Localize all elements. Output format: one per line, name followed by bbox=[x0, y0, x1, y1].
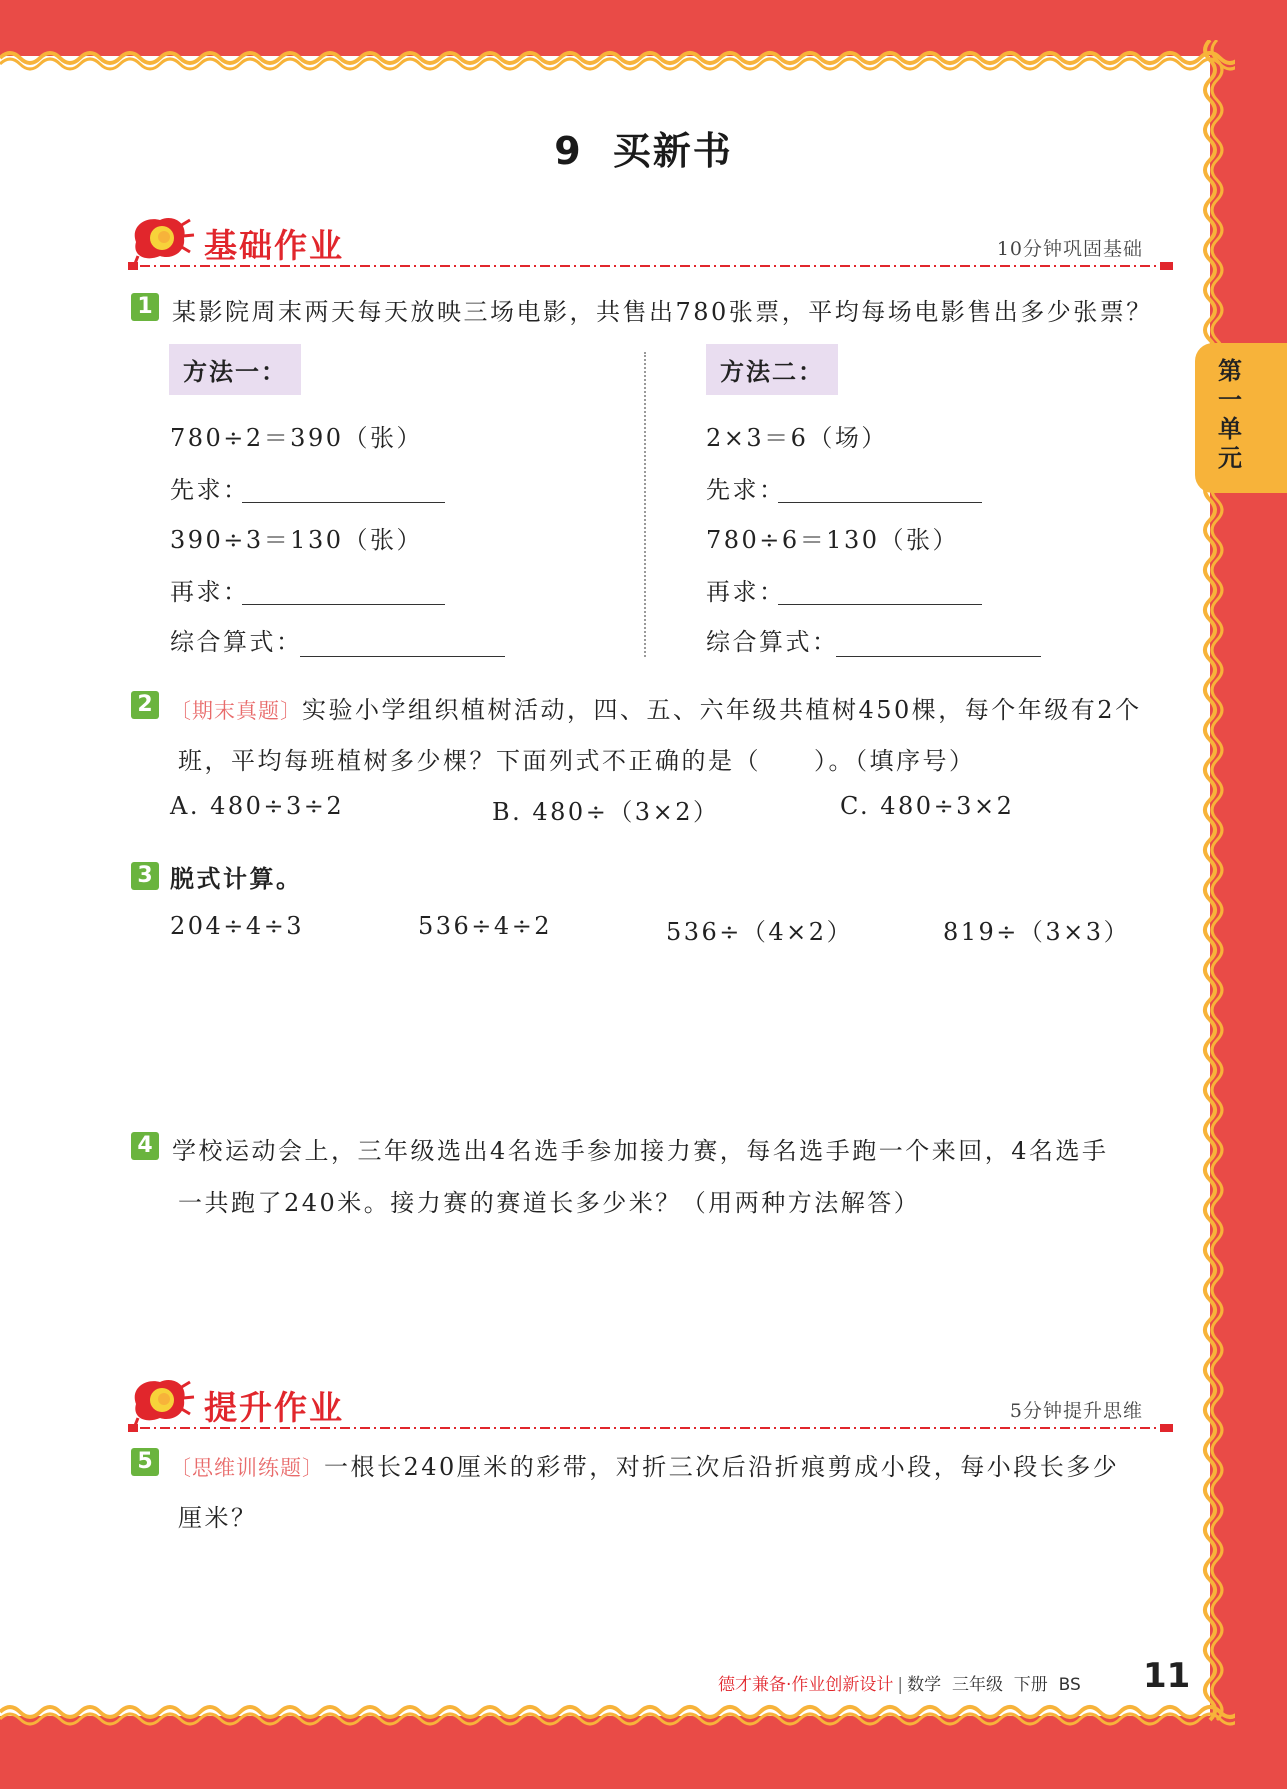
question-number-3: 3 bbox=[131, 862, 159, 890]
footer-grade: 三年级 bbox=[951, 1675, 1003, 1695]
method-1-line-5: 综合算式： bbox=[170, 628, 303, 656]
method-1-blank-2[interactable] bbox=[242, 604, 445, 605]
question-5-text-2: 厘米？ bbox=[178, 1504, 258, 1532]
question-4-text-2: 一共跑了240米。接力赛的赛道长多少米？（用两种方法解答） bbox=[178, 1189, 921, 1217]
question-number-2: 2 bbox=[131, 691, 159, 719]
question-4-text-1: 学校运动会上，三年级选出4名选手参加接力赛，每名选手跑一个来回，4名选手 bbox=[172, 1137, 1109, 1165]
flower-logo-icon bbox=[128, 212, 198, 266]
question-5-source: 〔思维训练题〕 bbox=[170, 1456, 324, 1480]
question-number-5: 5 bbox=[131, 1448, 159, 1476]
method-1-line-2: 先求： bbox=[170, 476, 250, 504]
method-2-blank-2[interactable] bbox=[778, 604, 982, 605]
question-2-text-1: 实验小学组织植树活动，四、五、六年级共植树450棵，每个年级有2个 bbox=[302, 696, 1142, 724]
method-2-blank-1[interactable] bbox=[778, 502, 982, 503]
method-1-blank-3[interactable] bbox=[300, 656, 505, 657]
section-rule-basic bbox=[128, 260, 1173, 272]
right-wave-border bbox=[1200, 40, 1228, 1730]
footer-brand: 德才兼备·作业创新设计 bbox=[718, 1675, 894, 1695]
section-tag-basic: 10分钟巩固基础 bbox=[996, 238, 1143, 260]
footer-edition: BS bbox=[1058, 1675, 1081, 1695]
page-title bbox=[0, 120, 1287, 175]
method-2-line-1: 2×3＝6（场） bbox=[706, 424, 888, 452]
question-5-line-1 bbox=[170, 1447, 1119, 1482]
lesson-title: 买新书 bbox=[612, 129, 733, 173]
page-number: 11 bbox=[1143, 1656, 1191, 1696]
section-label-basic: 基础作业 bbox=[204, 226, 344, 265]
question-5-text-1: 一根长240厘米的彩带，对折三次后沿折痕剪成小段，每小段长多少 bbox=[324, 1453, 1120, 1481]
footer-subject: 数学 bbox=[907, 1675, 942, 1695]
footer-info: 德才兼备·作业创新设计 | 数学 三年级 下册 BS bbox=[718, 1675, 1081, 1695]
method-2-blank-3[interactable] bbox=[836, 656, 1041, 657]
option-c[interactable]: C. 480÷3×2 bbox=[840, 792, 1015, 820]
question-3-text: 脱式计算。 bbox=[170, 865, 303, 893]
calc-item-4: 819÷（3×3） bbox=[943, 918, 1131, 946]
unit-side-tab-text: 第一单元 bbox=[1218, 357, 1242, 472]
question-1-text: 某影院周末两天每天放映三场电影，共售出780张票，平均每场电影售出多少张票？ bbox=[172, 298, 1153, 326]
method-1-line-1: 780÷2＝390（张） bbox=[170, 424, 423, 452]
method-1-label: 方法一： bbox=[169, 344, 301, 395]
method-2-line-5: 综合算式： bbox=[706, 628, 839, 656]
top-wave-border bbox=[0, 44, 1235, 72]
option-b[interactable]: B. 480÷（3×2） bbox=[492, 798, 720, 826]
bottom-wave-border bbox=[0, 1704, 1235, 1732]
calc-item-1: 204÷4÷3 bbox=[170, 912, 305, 940]
section-rule-advanced bbox=[128, 1422, 1173, 1434]
method-1-blank-1[interactable] bbox=[242, 502, 445, 503]
option-a[interactable]: A. 480÷3÷2 bbox=[170, 792, 345, 820]
question-number-1: 1 bbox=[131, 293, 159, 321]
lesson-number: 9 bbox=[554, 129, 583, 173]
footer-term: 下册 bbox=[1013, 1675, 1048, 1695]
section-tag-advanced: 5分钟提升思维 bbox=[1009, 1400, 1143, 1422]
flower-logo-icon bbox=[128, 1374, 198, 1428]
question-2-text-2: 班，平均每班植树多少棵？下面列式不正确的是（ ）。（填序号） bbox=[178, 747, 976, 775]
method-2-label: 方法二： bbox=[706, 344, 838, 395]
question-number-4: 4 bbox=[131, 1132, 159, 1160]
section-header-advanced bbox=[128, 1374, 1173, 1444]
method-1-line-4: 再求： bbox=[170, 578, 250, 606]
unit-side-tab bbox=[1195, 343, 1287, 493]
method-2-line-3: 780÷6＝130（张） bbox=[706, 526, 959, 554]
question-2-line-1 bbox=[170, 690, 1142, 725]
section-header-basic bbox=[128, 212, 1173, 282]
calc-item-3: 536÷（4×2） bbox=[666, 918, 854, 946]
section-label-advanced: 提升作业 bbox=[204, 1388, 344, 1427]
method-1-line-3: 390÷3＝130（张） bbox=[170, 526, 423, 554]
method-2-line-2: 先求： bbox=[706, 476, 786, 504]
method-2-line-4: 再求： bbox=[706, 578, 786, 606]
method-divider bbox=[644, 352, 646, 657]
calc-item-2: 536÷4÷2 bbox=[418, 912, 553, 940]
question-2-source: 〔期末真题〕 bbox=[170, 699, 302, 723]
